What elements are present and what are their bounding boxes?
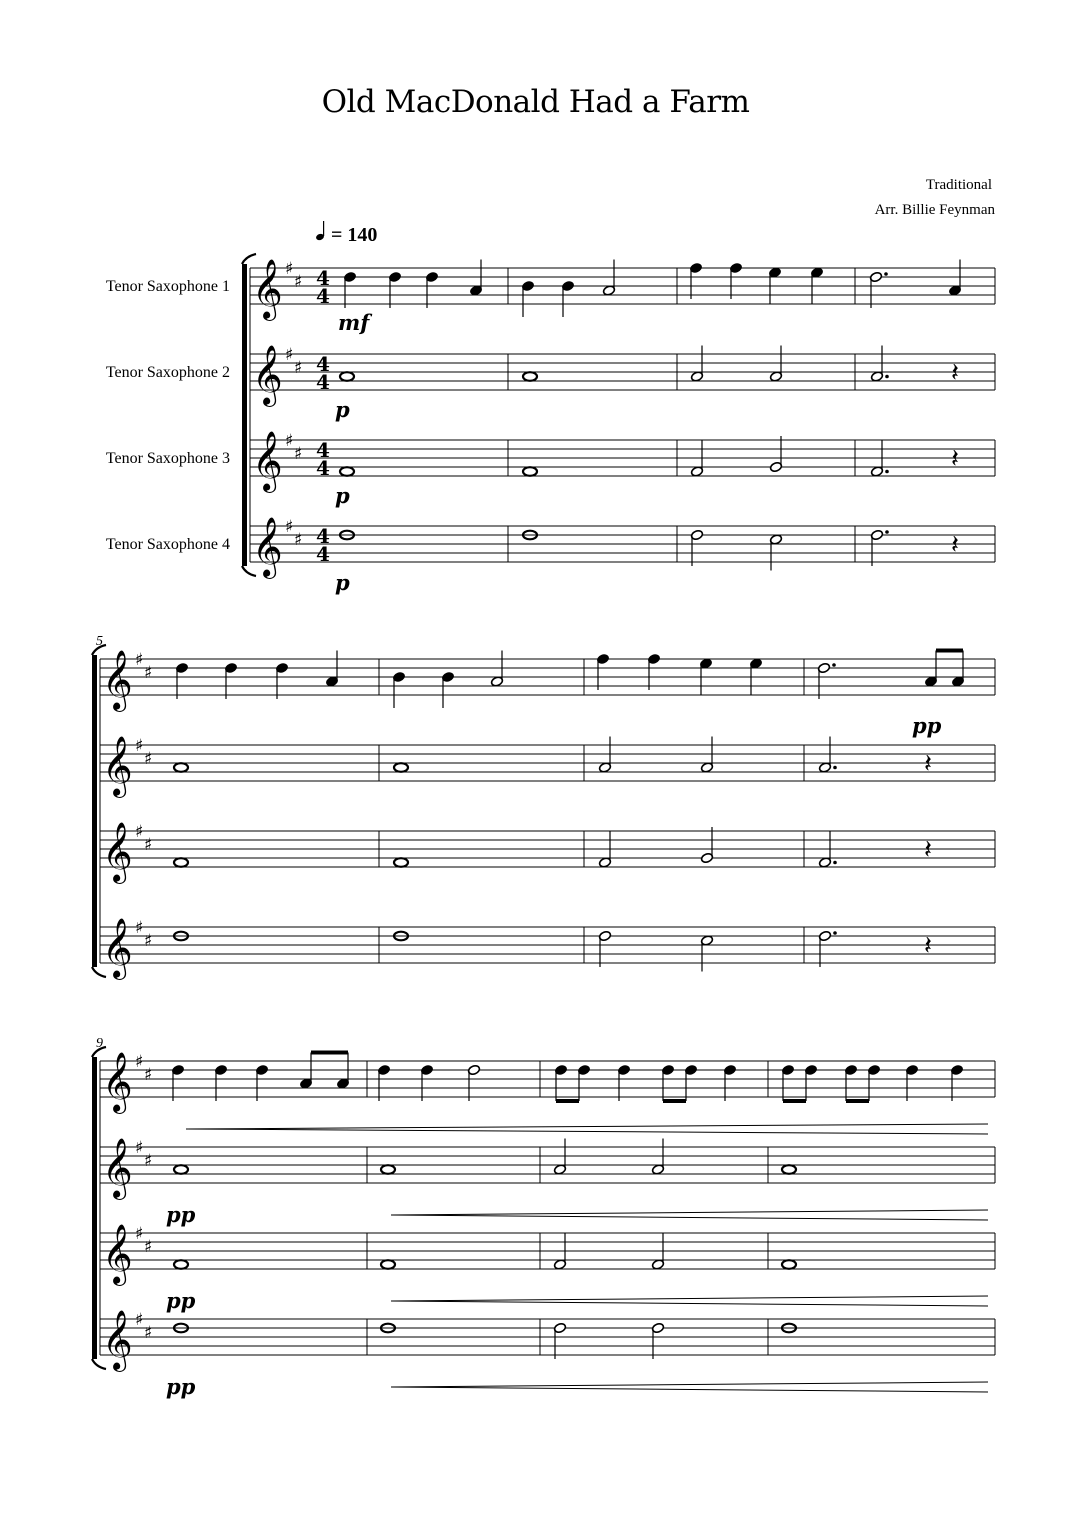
system-bracket bbox=[92, 1057, 97, 1359]
dynamic-marking: pp bbox=[166, 1202, 196, 1227]
sharp-icon: ♯ bbox=[294, 358, 303, 378]
instrument-label-1: Tenor Saxophone 1 bbox=[105, 278, 230, 295]
treble-clef-icon: 𝄞 bbox=[252, 259, 283, 319]
sharp-icon: ♯ bbox=[144, 1065, 153, 1085]
dynamic-marking: pp bbox=[166, 1374, 196, 1399]
dynamic-marking: mf bbox=[338, 310, 370, 335]
whole-note bbox=[381, 1165, 395, 1174]
augmentation-dot bbox=[832, 663, 836, 667]
crescendo-hairpin bbox=[391, 1215, 988, 1220]
crescendo-hairpin bbox=[186, 1124, 988, 1129]
treble-clef-icon: 𝄞 bbox=[102, 736, 133, 796]
treble-clef-icon: 𝄞 bbox=[102, 918, 133, 978]
treble-clef-icon: 𝄞 bbox=[102, 650, 133, 710]
whole-note bbox=[523, 372, 537, 381]
crescendo-hairpin bbox=[391, 1296, 988, 1301]
treble-clef-icon: 𝄞 bbox=[252, 517, 283, 577]
quarter-rest-icon: 𝄽 bbox=[924, 931, 932, 961]
dynamic-marking: pp bbox=[166, 1288, 196, 1313]
instrument-label-3: Tenor Saxophone 3 bbox=[105, 450, 230, 467]
sharp-icon: ♯ bbox=[285, 517, 294, 537]
augmentation-dot bbox=[884, 272, 888, 276]
treble-clef-icon: 𝄞 bbox=[102, 1224, 133, 1284]
quarter-rest-icon: 𝄽 bbox=[924, 835, 932, 865]
sharp-icon: ♯ bbox=[285, 259, 294, 279]
augmentation-dot bbox=[885, 375, 889, 379]
arranger: Arr. Billie Feynman bbox=[874, 202, 995, 218]
sharp-icon: ♯ bbox=[294, 272, 303, 292]
dynamic-marking: p bbox=[335, 483, 350, 508]
time-signature-denominator: 4 bbox=[316, 370, 330, 394]
treble-clef-icon: 𝄞 bbox=[102, 822, 133, 882]
sharp-icon: ♯ bbox=[135, 650, 144, 670]
sharp-icon: ♯ bbox=[135, 822, 144, 842]
treble-clef-icon: 𝄞 bbox=[252, 431, 283, 491]
dynamic-marking: p bbox=[335, 397, 350, 422]
sharp-icon: ♯ bbox=[294, 444, 303, 464]
quarter-rest-icon: 𝄽 bbox=[951, 444, 959, 474]
sharp-icon: ♯ bbox=[135, 736, 144, 756]
dynamic-marking: p bbox=[335, 570, 350, 595]
sharp-icon: ♯ bbox=[285, 345, 294, 365]
sharp-icon: ♯ bbox=[144, 749, 153, 769]
whole-note bbox=[394, 763, 408, 772]
whole-note bbox=[523, 467, 537, 476]
time-signature-numerator: 4 bbox=[316, 266, 330, 290]
augmentation-dot bbox=[885, 530, 889, 534]
crescendo-hairpin bbox=[391, 1301, 988, 1306]
treble-clef-icon: 𝄞 bbox=[102, 1052, 133, 1112]
sharp-icon: ♯ bbox=[144, 931, 153, 951]
sharp-icon: ♯ bbox=[144, 835, 153, 855]
time-signature-numerator: 4 bbox=[316, 524, 330, 548]
augmentation-dot bbox=[833, 861, 837, 865]
crescendo-hairpin bbox=[391, 1210, 988, 1215]
tempo-value: = 140 bbox=[331, 224, 378, 246]
whole-note bbox=[782, 1165, 796, 1174]
measure-number: 5 bbox=[96, 634, 103, 649]
augmentation-dot bbox=[833, 766, 837, 770]
treble-clef-icon: 𝄞 bbox=[102, 1310, 133, 1370]
time-signature-numerator: 4 bbox=[316, 438, 330, 462]
sharp-icon: ♯ bbox=[135, 1052, 144, 1072]
sharp-icon: ♯ bbox=[144, 1323, 153, 1343]
sharp-icon: ♯ bbox=[135, 1310, 144, 1330]
quarter-rest-icon: 𝄽 bbox=[951, 530, 959, 560]
quarter-rest-icon: 𝄽 bbox=[924, 749, 932, 779]
sharp-icon: ♯ bbox=[135, 918, 144, 938]
whole-note bbox=[174, 1165, 188, 1174]
whole-note bbox=[340, 372, 354, 381]
sharp-icon: ♯ bbox=[285, 431, 294, 451]
instrument-label-2: Tenor Saxophone 2 bbox=[105, 364, 230, 381]
crescendo-hairpin bbox=[391, 1382, 988, 1387]
whole-note bbox=[394, 858, 408, 867]
measure-number: 9 bbox=[96, 1036, 103, 1051]
sharp-icon: ♯ bbox=[144, 1151, 153, 1171]
whole-note bbox=[381, 1260, 395, 1269]
sharp-icon: ♯ bbox=[294, 530, 303, 550]
dynamic-marking: pp bbox=[912, 713, 942, 738]
time-signature-denominator: 4 bbox=[316, 284, 330, 308]
whole-note bbox=[174, 1260, 188, 1269]
instrument-label-4: Tenor Saxophone 4 bbox=[105, 536, 230, 553]
sharp-icon: ♯ bbox=[135, 1138, 144, 1158]
composer: Traditional bbox=[925, 177, 992, 193]
crescendo-hairpin bbox=[186, 1129, 988, 1134]
quarter-rest-icon: 𝄽 bbox=[951, 358, 959, 388]
whole-note bbox=[782, 1260, 796, 1269]
treble-clef-icon: 𝄞 bbox=[252, 345, 283, 405]
time-signature-numerator: 4 bbox=[316, 352, 330, 376]
whole-note bbox=[340, 467, 354, 476]
crescendo-hairpin bbox=[391, 1387, 988, 1392]
sharp-icon: ♯ bbox=[144, 1237, 153, 1257]
sharp-icon: ♯ bbox=[135, 1224, 144, 1244]
system-bracket bbox=[242, 264, 247, 566]
augmentation-dot bbox=[885, 470, 889, 474]
treble-clef-icon: 𝄞 bbox=[102, 1138, 133, 1198]
whole-note bbox=[174, 763, 188, 772]
time-signature-denominator: 4 bbox=[316, 456, 330, 480]
time-signature-denominator: 4 bbox=[316, 542, 330, 566]
augmentation-dot bbox=[833, 931, 837, 935]
system-bracket bbox=[92, 655, 97, 967]
score-title: Old MacDonald Had a Farm bbox=[321, 84, 750, 120]
whole-note bbox=[174, 858, 188, 867]
sharp-icon: ♯ bbox=[144, 663, 153, 683]
